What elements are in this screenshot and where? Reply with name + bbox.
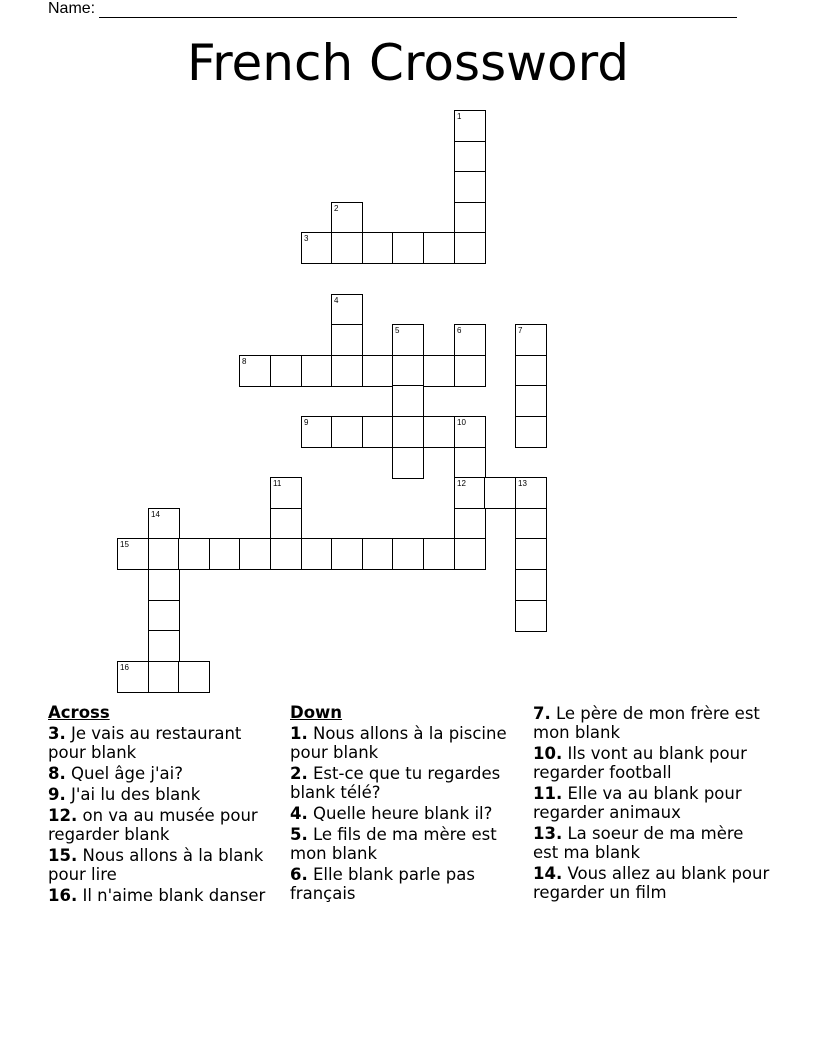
down-heading: Down — [290, 703, 343, 722]
clue-item — [290, 724, 510, 762]
clue-number: 9 — [304, 418, 309, 427]
clue-number: 6 — [457, 326, 462, 335]
grid-cell[interactable] — [454, 202, 486, 234]
down-clues — [290, 703, 510, 905]
clue-text: Elle va au blank pour regarder animaux — [533, 784, 742, 822]
across-heading: Across — [48, 703, 110, 722]
grid-cell[interactable] — [515, 600, 547, 632]
grid-cell[interactable] — [270, 477, 302, 509]
clue-item — [533, 704, 773, 742]
clue-item — [533, 744, 773, 782]
grid-cell[interactable] — [484, 477, 516, 509]
grid-cell[interactable] — [392, 324, 424, 356]
grid-cell[interactable] — [331, 202, 363, 234]
grid-cell[interactable] — [392, 538, 424, 570]
clue-number: 16 — [120, 663, 129, 672]
clue-text: Quel âge j'ai? — [65, 764, 183, 783]
clue-item — [533, 824, 773, 862]
clue-text: Elle blank parle pas français — [290, 865, 475, 903]
clue-item — [533, 784, 773, 822]
clue-text: Le père de mon frère est mon blank — [533, 704, 760, 742]
clue-item — [48, 886, 278, 905]
grid-cell[interactable] — [454, 110, 486, 142]
grid-cell[interactable] — [454, 477, 486, 509]
grid-cell[interactable] — [331, 416, 363, 448]
clue-number: 14. — [533, 864, 563, 883]
grid-cell[interactable] — [331, 324, 363, 356]
clue-number: 8 — [242, 357, 247, 366]
name-label: Name: — [48, 0, 96, 17]
grid-cell[interactable] — [362, 232, 394, 264]
grid-cell[interactable] — [301, 416, 333, 448]
grid-cell[interactable] — [148, 569, 180, 601]
grid-cell[interactable] — [392, 385, 424, 417]
grid-cell[interactable] — [331, 355, 363, 387]
grid-cell[interactable] — [331, 294, 363, 326]
clue-number: 12. — [48, 806, 78, 825]
grid-cell[interactable] — [515, 355, 547, 387]
clue-number: 13. — [533, 824, 563, 843]
grid-cell[interactable] — [362, 416, 394, 448]
clue-item — [290, 764, 510, 802]
grid-cell[interactable] — [515, 416, 547, 448]
clue-text: Nous allons à la piscine pour blank — [290, 724, 507, 762]
clue-number: 10 — [457, 418, 466, 427]
grid-cell[interactable] — [515, 324, 547, 356]
clue-number: 12 — [457, 479, 466, 488]
grid-cell[interactable] — [454, 171, 486, 203]
grid-cell[interactable] — [392, 447, 424, 479]
clue-number: 15 — [120, 540, 129, 549]
clue-item — [48, 724, 278, 762]
clue-number: 10. — [533, 744, 563, 763]
clue-text: Est-ce que tu regardes blank télé? — [290, 764, 501, 802]
down-clues-continued — [533, 704, 773, 904]
grid-cell[interactable] — [301, 355, 333, 387]
clue-number: 8. — [48, 764, 66, 783]
grid-cell[interactable] — [515, 385, 547, 417]
clue-number: 16. — [48, 886, 78, 905]
clue-number: 11 — [273, 479, 282, 488]
clue-text: Ils vont au blank pour regarder football — [533, 744, 747, 782]
clue-number: 11. — [533, 784, 563, 803]
clue-number: 5 — [395, 326, 400, 335]
clue-item — [290, 804, 510, 823]
clue-number: 2. — [290, 764, 308, 783]
grid-cell[interactable] — [331, 538, 363, 570]
grid-cell[interactable] — [362, 538, 394, 570]
grid-cell[interactable] — [270, 508, 302, 540]
grid-cell[interactable] — [148, 630, 180, 662]
clue-text: La soeur de ma mère est ma blank — [533, 824, 744, 862]
grid-cell[interactable] — [178, 538, 210, 570]
grid-cell[interactable] — [392, 232, 424, 264]
clue-number: 2 — [334, 204, 339, 213]
grid-cell[interactable] — [148, 508, 180, 540]
grid-cell[interactable] — [515, 538, 547, 570]
clue-item — [48, 785, 278, 804]
page-title: French Crossword — [186, 34, 630, 92]
clue-number: 7. — [533, 704, 551, 723]
grid-cell[interactable] — [515, 569, 547, 601]
clue-text: Quelle heure blank il? — [307, 804, 493, 823]
grid-cell[interactable] — [454, 324, 486, 356]
clue-number: 3 — [304, 234, 309, 243]
grid-cell[interactable] — [392, 416, 424, 448]
clue-number: 6. — [290, 865, 308, 884]
grid-cell[interactable] — [148, 661, 180, 693]
grid-cell[interactable] — [331, 232, 363, 264]
clue-item — [290, 825, 510, 863]
grid-cell[interactable] — [270, 538, 302, 570]
clue-text: Vous allez au blank pour regarder un film — [533, 864, 770, 902]
clue-number: 13 — [518, 479, 527, 488]
clue-text: Nous allons à la blank pour lire — [48, 846, 264, 884]
clue-number: 1 — [457, 112, 462, 121]
clue-number: 4. — [290, 804, 308, 823]
clue-text: on va au musée pour regarder blank — [48, 806, 258, 844]
clue-number: 7 — [518, 326, 523, 335]
clue-number: 5. — [290, 825, 308, 844]
grid-cell[interactable] — [454, 508, 486, 540]
clue-text: J'ai lu des blank — [65, 785, 201, 804]
grid-cell[interactable] — [515, 477, 547, 509]
clue-text: Il n'aime blank danser — [77, 886, 266, 905]
grid-cell[interactable] — [301, 232, 333, 264]
grid-cell[interactable] — [454, 355, 486, 387]
grid-cell[interactable] — [301, 538, 333, 570]
clue-item — [48, 846, 278, 884]
grid-cell[interactable] — [117, 661, 149, 693]
grid-cell[interactable] — [209, 538, 241, 570]
grid-cell[interactable] — [454, 538, 486, 570]
grid-cell[interactable] — [454, 141, 486, 173]
clue-number: 14 — [151, 510, 160, 519]
grid-cell[interactable] — [117, 538, 149, 570]
grid-cell[interactable] — [239, 355, 271, 387]
clue-number: 3. — [48, 724, 66, 743]
grid-cell[interactable] — [148, 538, 180, 570]
grid-cell[interactable] — [239, 538, 271, 570]
grid-cell[interactable] — [392, 355, 424, 387]
across-clues — [48, 703, 278, 907]
clue-item — [48, 764, 278, 783]
grid-cell[interactable] — [454, 447, 486, 479]
clue-item — [290, 865, 510, 903]
grid-cell[interactable] — [178, 661, 210, 693]
grid-cell[interactable] — [270, 355, 302, 387]
grid-cell[interactable] — [423, 538, 455, 570]
clue-number: 15. — [48, 846, 78, 865]
clue-number: 1. — [290, 724, 308, 743]
grid-cell[interactable] — [454, 232, 486, 264]
grid-cell[interactable] — [515, 508, 547, 540]
grid-cell[interactable] — [454, 416, 486, 448]
clue-item — [48, 806, 278, 844]
grid-cell[interactable] — [423, 416, 455, 448]
grid-cell[interactable] — [148, 600, 180, 632]
clue-number: 4 — [334, 296, 339, 305]
clue-number: 9. — [48, 785, 66, 804]
clue-text: Le fils de ma mère est mon blank — [290, 825, 497, 863]
clue-item — [533, 864, 773, 902]
grid-cell[interactable] — [423, 232, 455, 264]
clue-text: Je vais au restaurant pour blank — [48, 724, 242, 762]
grid-cell[interactable] — [423, 355, 455, 387]
grid-cell[interactable] — [362, 355, 394, 387]
